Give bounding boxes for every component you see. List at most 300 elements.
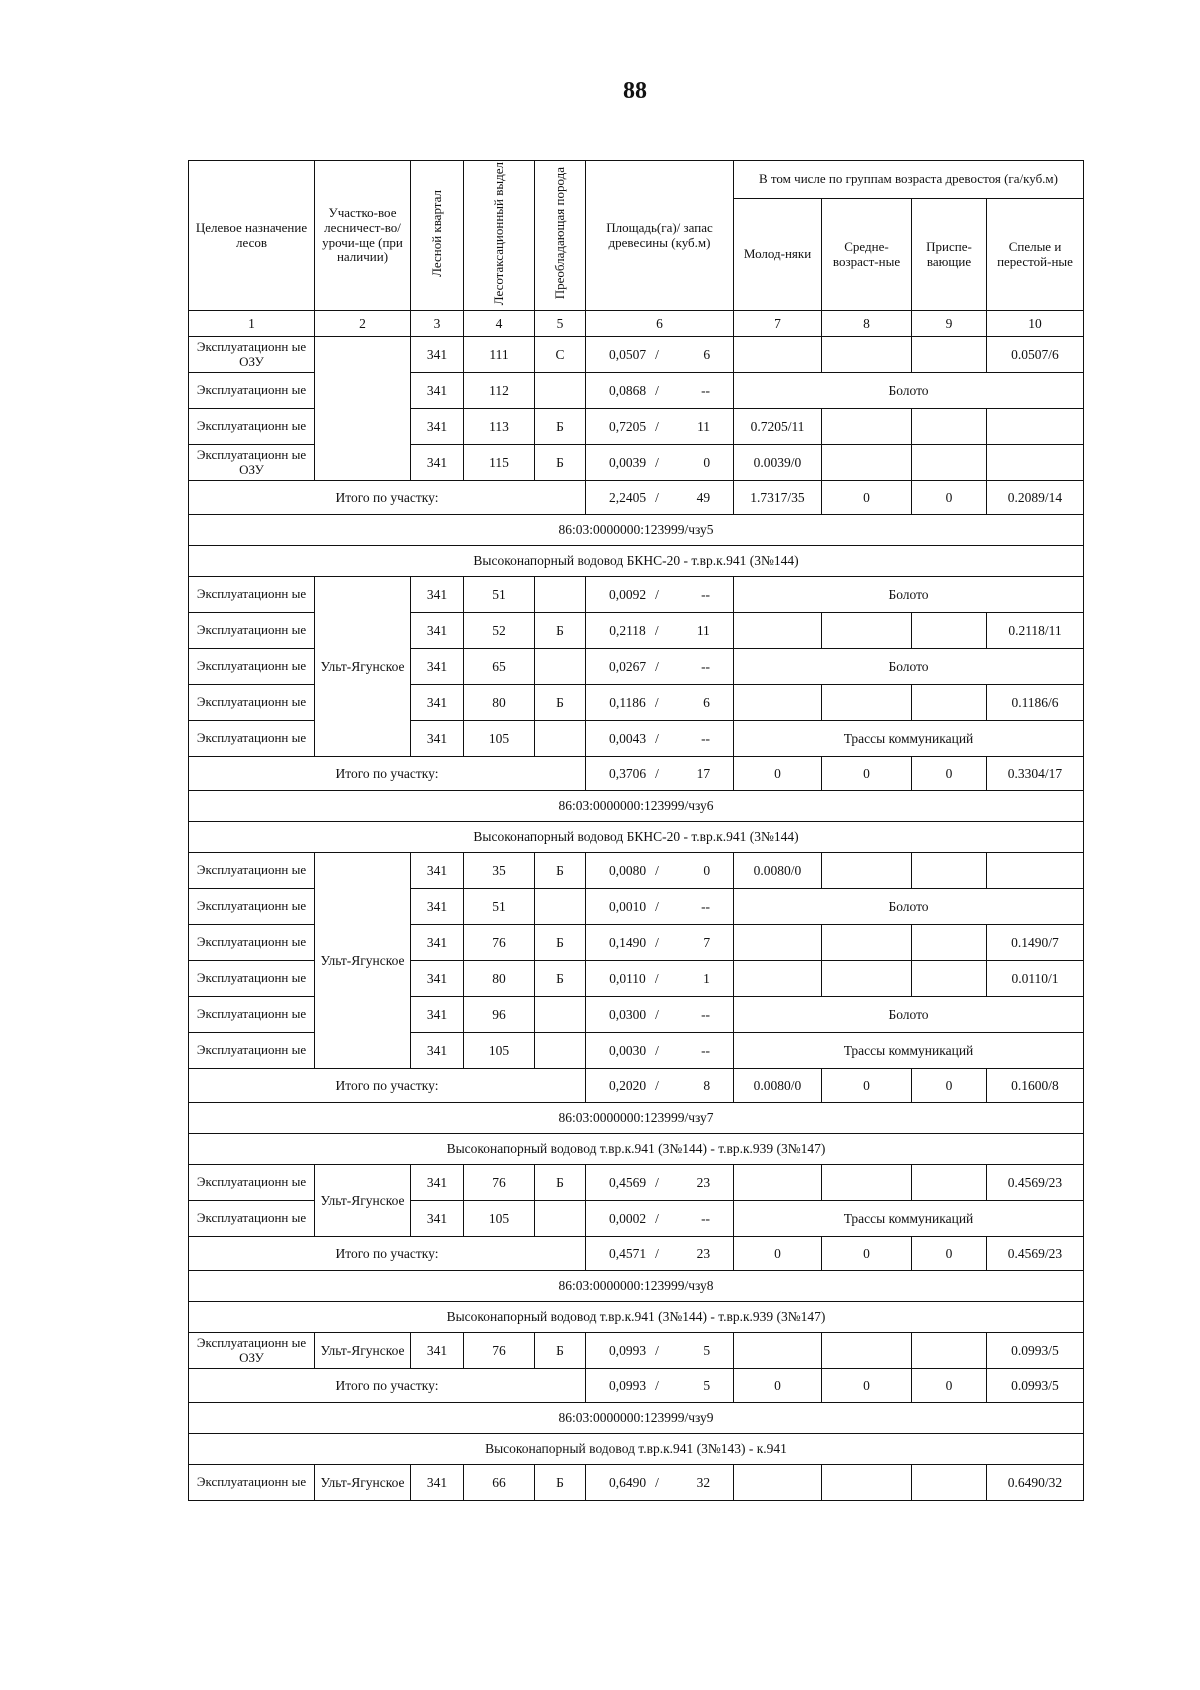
volume-value: 32 xyxy=(696,1474,711,1490)
purpose-cell: Эксплуатационн ые xyxy=(189,649,315,685)
area-separator: / xyxy=(655,1245,659,1261)
total-young: 1.7317/35 xyxy=(734,481,822,515)
allotment-cell: 96 xyxy=(464,997,535,1033)
total-area-cell xyxy=(586,481,734,515)
maturing-cell xyxy=(912,961,987,997)
quarter-cell: 341 xyxy=(411,1033,464,1069)
col-number: 5 xyxy=(535,311,586,337)
total-mature: 0.4569/23 xyxy=(987,1237,1084,1271)
header-allotment xyxy=(464,161,535,311)
area-cell xyxy=(586,373,734,409)
volume-value: 0 xyxy=(703,862,711,878)
area-cell xyxy=(586,445,734,481)
total-area-cell xyxy=(586,757,734,791)
purpose-cell: Эксплуатационн ые xyxy=(189,889,315,925)
quarter-cell: 341 xyxy=(411,337,464,373)
volume-value: -- xyxy=(701,658,711,674)
volume-value: -- xyxy=(701,730,711,746)
header-area: Площадь(га)/ запас древесины (куб.м) xyxy=(586,161,734,311)
species-cell xyxy=(535,373,586,409)
total-young: 0 xyxy=(734,1237,822,1271)
cadastral-number: 86:03:0000000:123999/чзу9 xyxy=(189,1403,1084,1434)
volume-value: -- xyxy=(701,1042,711,1058)
allotment-cell: 111 xyxy=(464,337,535,373)
table-row xyxy=(189,577,1084,613)
middle-cell xyxy=(822,961,912,997)
mature-cell: 0.0993/5 xyxy=(987,1333,1084,1369)
area-separator: / xyxy=(655,898,659,914)
young-cell xyxy=(734,1333,822,1369)
area-cell xyxy=(586,649,734,685)
area-separator: / xyxy=(655,346,659,362)
header-quarter xyxy=(411,161,464,311)
header-allotment-label: Лесотаксационный выдел xyxy=(490,161,506,306)
quarter-cell: 341 xyxy=(411,1333,464,1369)
maturing-cell xyxy=(912,853,987,889)
col-number: 8 xyxy=(822,311,912,337)
area-value: 0,4569 xyxy=(608,1174,647,1190)
area-separator: / xyxy=(655,658,659,674)
area-separator: / xyxy=(655,1006,659,1022)
purpose-cell: Эксплуатационн ые xyxy=(189,685,315,721)
cadastral-number: 86:03:0000000:123999/чзу8 xyxy=(189,1271,1084,1302)
land-category-note: Болото xyxy=(734,577,1084,613)
volume-value: 23 xyxy=(696,1174,711,1190)
area-cell xyxy=(586,721,734,757)
quarter-cell: 341 xyxy=(411,853,464,889)
purpose-cell: Эксплуатационн ые xyxy=(189,1165,315,1201)
maturing-cell xyxy=(912,1465,987,1501)
quarter-cell: 341 xyxy=(411,721,464,757)
allotment-cell: 66 xyxy=(464,1465,535,1501)
purpose-cell: Эксплуатационн ые xyxy=(189,925,315,961)
area-separator: / xyxy=(655,765,659,781)
header-maturing: Приспе-вающие xyxy=(912,199,987,311)
total-row xyxy=(189,1237,1084,1271)
volume-value: -- xyxy=(701,586,711,602)
cadastral-row xyxy=(189,1103,1084,1134)
header-middle: Средне-возраст-ные xyxy=(822,199,912,311)
young-cell: 0.0039/0 xyxy=(734,445,822,481)
young-cell: 0.0080/0 xyxy=(734,853,822,889)
quarter-cell: 341 xyxy=(411,925,464,961)
mature-cell: 0.4569/23 xyxy=(987,1165,1084,1201)
area-cell xyxy=(586,613,734,649)
volume-value: -- xyxy=(701,898,711,914)
area-cell xyxy=(586,409,734,445)
object-row xyxy=(189,822,1084,853)
area-separator: / xyxy=(655,1077,659,1093)
area-value: 0,0010 xyxy=(608,898,647,914)
object-row xyxy=(189,1434,1084,1465)
purpose-cell: Эксплуатационн ые xyxy=(189,853,315,889)
volume-value: 11 xyxy=(697,418,711,434)
allotment-cell: 35 xyxy=(464,853,535,889)
cadastral-row xyxy=(189,1271,1084,1302)
allotment-cell: 80 xyxy=(464,685,535,721)
young-cell: 0.7205/11 xyxy=(734,409,822,445)
area-cell xyxy=(586,1465,734,1501)
mature-cell: 0.0507/6 xyxy=(987,337,1084,373)
purpose-cell: Эксплуатационн ые xyxy=(189,1201,315,1237)
area-cell xyxy=(586,1165,734,1201)
area-value: 0,2118 xyxy=(609,622,646,638)
object-name: Высоконапорный водовод т.вр.к.941 (3№143) - к.941 xyxy=(189,1434,1084,1465)
total-row xyxy=(189,757,1084,791)
area-separator: / xyxy=(655,1174,659,1190)
total-area-value: 2,2405 xyxy=(608,489,647,505)
allotment-cell: 76 xyxy=(464,925,535,961)
header-species xyxy=(535,161,586,311)
area-separator: / xyxy=(654,694,659,710)
area-cell xyxy=(586,337,734,373)
forest-allotment-table xyxy=(188,160,1084,1501)
land-category-note: Болото xyxy=(734,649,1084,685)
volume-value: 1 xyxy=(703,970,710,986)
total-young: 0 xyxy=(734,757,822,791)
maturing-cell xyxy=(912,409,987,445)
total-maturing: 0 xyxy=(912,481,987,515)
header-young: Молод-няки xyxy=(734,199,822,311)
area-cell xyxy=(586,1033,734,1069)
volume-value: 5 xyxy=(703,1342,711,1358)
object-name: Высоконапорный водовод БКНС-20 - т.вр.к.941 (3№144) xyxy=(189,822,1084,853)
mature-cell: 0.1186/6 xyxy=(987,685,1084,721)
area-cell xyxy=(586,961,734,997)
object-row xyxy=(189,546,1084,577)
area-cell xyxy=(586,1201,734,1237)
total-mature: 0.1600/8 xyxy=(987,1069,1084,1103)
area-cell xyxy=(586,1333,734,1369)
total-area-value: 0,3706 xyxy=(608,765,647,781)
area-value: 0,0300 xyxy=(608,1006,647,1022)
total-area-value: 0,2020 xyxy=(608,1077,647,1093)
area-value: 0,0110 xyxy=(609,970,646,986)
area-value: 0,0507 xyxy=(608,346,647,362)
species-cell: С xyxy=(535,337,586,373)
area-value: 0,0267 xyxy=(608,658,647,674)
col-number: 7 xyxy=(734,311,822,337)
total-maturing: 0 xyxy=(912,1237,987,1271)
col-number: 3 xyxy=(411,311,464,337)
area-separator: / xyxy=(655,454,659,470)
area-value: 0,0030 xyxy=(608,1042,647,1058)
quarter-cell: 341 xyxy=(411,613,464,649)
total-row xyxy=(189,1369,1084,1403)
total-maturing: 0 xyxy=(912,1069,987,1103)
area-separator: / xyxy=(655,382,659,398)
header-forestry: Участко-вое лесничест-во/урочи-ще (при наличии) xyxy=(315,161,411,311)
cadastral-number: 86:03:0000000:123999/чзу6 xyxy=(189,791,1084,822)
mature-cell xyxy=(987,409,1084,445)
area-value: 0,0002 xyxy=(608,1210,647,1226)
purpose-cell: Эксплуатационн ые xyxy=(189,1033,315,1069)
table-row xyxy=(189,1465,1084,1501)
forestry-cell: Ульт-Ягунское xyxy=(315,1333,411,1369)
total-row xyxy=(189,481,1084,515)
col-number: 10 xyxy=(987,311,1084,337)
middle-cell xyxy=(822,853,912,889)
quarter-cell: 341 xyxy=(411,889,464,925)
area-cell xyxy=(586,889,734,925)
total-label: Итого по участку: xyxy=(189,481,586,515)
col-number: 6 xyxy=(586,311,734,337)
young-cell xyxy=(734,961,822,997)
area-separator: / xyxy=(655,1210,659,1226)
area-value: 0,7205 xyxy=(608,418,647,434)
species-cell xyxy=(535,721,586,757)
species-cell: Б xyxy=(535,613,586,649)
cadastral-row xyxy=(189,791,1084,822)
object-name: Высоконапорный водовод т.вр.к.941 (3№144) - т.вр.к.939 (3№147) xyxy=(189,1302,1084,1333)
total-middle: 0 xyxy=(822,1237,912,1271)
young-cell xyxy=(734,685,822,721)
species-cell: Б xyxy=(535,853,586,889)
total-volume-value: 5 xyxy=(703,1377,711,1393)
area-value: 0,0092 xyxy=(608,586,647,602)
volume-value: -- xyxy=(701,1006,711,1022)
land-category-note: Трассы коммуникаций xyxy=(734,1033,1084,1069)
total-row xyxy=(189,1069,1084,1103)
forestry-cell: Ульт-Ягунское xyxy=(315,853,411,1069)
total-middle: 0 xyxy=(822,1369,912,1403)
species-cell: Б xyxy=(535,961,586,997)
allotment-cell: 105 xyxy=(464,721,535,757)
middle-cell xyxy=(822,409,912,445)
area-value: 0,0993 xyxy=(608,1342,647,1358)
quarter-cell: 341 xyxy=(411,445,464,481)
allotment-cell: 113 xyxy=(464,409,535,445)
area-value: 0,1186 xyxy=(609,694,646,710)
middle-cell xyxy=(822,925,912,961)
quarter-cell: 341 xyxy=(411,1465,464,1501)
quarter-cell: 341 xyxy=(411,409,464,445)
young-cell xyxy=(734,1465,822,1501)
volume-value: 6 xyxy=(703,346,711,362)
total-mature: 0.0993/5 xyxy=(987,1369,1084,1403)
species-cell: Б xyxy=(535,445,586,481)
purpose-cell: Эксплуатационн ые xyxy=(189,373,315,409)
table-body xyxy=(189,337,1084,1501)
volume-value: 0 xyxy=(703,454,711,470)
mature-cell: 0.2118/11 xyxy=(987,613,1084,649)
total-label: Итого по участку: xyxy=(189,1237,586,1271)
total-middle: 0 xyxy=(822,757,912,791)
area-separator: / xyxy=(655,418,659,434)
quarter-cell: 341 xyxy=(411,1165,464,1201)
area-value: 0,1490 xyxy=(608,934,647,950)
allotment-cell: 105 xyxy=(464,1201,535,1237)
area-separator: / xyxy=(655,1042,659,1058)
total-label: Итого по участку: xyxy=(189,1369,586,1403)
purpose-cell: Эксплуатационн ые xyxy=(189,577,315,613)
area-value: 0,0080 xyxy=(608,862,647,878)
middle-cell xyxy=(822,1333,912,1369)
allotment-cell: 112 xyxy=(464,373,535,409)
species-cell xyxy=(535,577,586,613)
purpose-cell: Эксплуатационн ые xyxy=(189,997,315,1033)
volume-value: 7 xyxy=(703,934,711,950)
total-young: 0.0080/0 xyxy=(734,1069,822,1103)
land-category-note: Болото xyxy=(734,997,1084,1033)
total-label: Итого по участку: xyxy=(189,757,586,791)
land-category-note: Болото xyxy=(734,889,1084,925)
maturing-cell xyxy=(912,1333,987,1369)
species-cell xyxy=(535,1033,586,1069)
purpose-cell: Эксплуатационн ые xyxy=(189,721,315,757)
mature-cell: 0.6490/32 xyxy=(987,1465,1084,1501)
cadastral-row xyxy=(189,515,1084,546)
maturing-cell xyxy=(912,337,987,373)
volume-value: -- xyxy=(701,382,711,398)
purpose-cell: Эксплуатационн ые ОЗУ xyxy=(189,1333,315,1369)
mature-cell: 0.0110/1 xyxy=(987,961,1084,997)
total-maturing: 0 xyxy=(912,1369,987,1403)
col-number: 4 xyxy=(464,311,535,337)
cadastral-row xyxy=(189,1403,1084,1434)
total-area-cell xyxy=(586,1369,734,1403)
species-cell xyxy=(535,649,586,685)
area-separator: / xyxy=(655,862,659,878)
middle-cell xyxy=(822,613,912,649)
area-separator: / xyxy=(655,934,659,950)
object-row xyxy=(189,1302,1084,1333)
area-value: 0,0039 xyxy=(608,454,647,470)
quarter-cell: 341 xyxy=(411,997,464,1033)
quarter-cell: 341 xyxy=(411,1201,464,1237)
allotment-cell: 51 xyxy=(464,577,535,613)
total-volume-value: 17 xyxy=(696,765,711,781)
total-middle: 0 xyxy=(822,481,912,515)
total-label: Итого по участку: xyxy=(189,1069,586,1103)
allotment-cell: 80 xyxy=(464,961,535,997)
table-row xyxy=(189,337,1084,373)
purpose-cell: Эксплуатационн ые xyxy=(189,613,315,649)
total-area-cell xyxy=(586,1237,734,1271)
header-mature: Спелые и перестой-ные xyxy=(987,199,1084,311)
total-maturing: 0 xyxy=(912,757,987,791)
mature-cell xyxy=(987,853,1084,889)
maturing-cell xyxy=(912,613,987,649)
allotment-cell: 52 xyxy=(464,613,535,649)
col-number: 1 xyxy=(189,311,315,337)
maturing-cell xyxy=(912,925,987,961)
species-cell: Б xyxy=(535,1333,586,1369)
table-row xyxy=(189,1333,1084,1369)
mature-cell xyxy=(987,445,1084,481)
land-category-note: Болото xyxy=(734,373,1084,409)
maturing-cell xyxy=(912,1165,987,1201)
purpose-cell: Эксплуатационн ые ОЗУ xyxy=(189,445,315,481)
allotment-cell: 65 xyxy=(464,649,535,685)
species-cell: Б xyxy=(535,1465,586,1501)
young-cell xyxy=(734,613,822,649)
volume-value: 11 xyxy=(696,622,710,638)
total-area-value: 0,4571 xyxy=(608,1245,647,1261)
header-species-label: Преобладающая порода xyxy=(551,167,567,300)
area-cell xyxy=(586,925,734,961)
allotment-cell: 51 xyxy=(464,889,535,925)
area-separator: / xyxy=(655,1342,659,1358)
object-name: Высоконапорный водовод БКНС-20 - т.вр.к.941 (3№144) xyxy=(189,546,1084,577)
header-quarter-label: Лесной квартал xyxy=(428,190,444,277)
object-name: Высоконапорный водовод т.вр.к.941 (3№144) - т.вр.к.939 (3№147) xyxy=(189,1134,1084,1165)
maturing-cell xyxy=(912,445,987,481)
middle-cell xyxy=(822,337,912,373)
forestry-cell: Ульт-Ягунское xyxy=(315,1165,411,1237)
quarter-cell: 341 xyxy=(411,961,464,997)
area-cell xyxy=(586,685,734,721)
area-separator: / xyxy=(655,586,659,602)
middle-cell xyxy=(822,445,912,481)
purpose-cell: Эксплуатационн ые xyxy=(189,1465,315,1501)
area-value: 0,0043 xyxy=(608,730,647,746)
purpose-cell: Эксплуатационн ые ОЗУ xyxy=(189,337,315,373)
mature-cell: 0.1490/7 xyxy=(987,925,1084,961)
cadastral-number: 86:03:0000000:123999/чзу7 xyxy=(189,1103,1084,1134)
area-cell xyxy=(586,997,734,1033)
species-cell: Б xyxy=(535,409,586,445)
total-area-cell xyxy=(586,1069,734,1103)
middle-cell xyxy=(822,1465,912,1501)
forestry-cell xyxy=(315,337,411,481)
total-volume-value: 8 xyxy=(703,1077,711,1093)
young-cell xyxy=(734,1165,822,1201)
purpose-cell: Эксплуатационн ые xyxy=(189,409,315,445)
middle-cell xyxy=(822,1165,912,1201)
total-volume-value: 23 xyxy=(696,1245,711,1261)
species-cell: Б xyxy=(535,1165,586,1201)
object-row xyxy=(189,1134,1084,1165)
area-separator: / xyxy=(655,1474,659,1490)
allotment-cell: 76 xyxy=(464,1165,535,1201)
area-separator: / xyxy=(654,622,659,638)
total-middle: 0 xyxy=(822,1069,912,1103)
col-number: 2 xyxy=(315,311,411,337)
forestry-cell: Ульт-Ягунское xyxy=(315,577,411,757)
area-value: 0,0868 xyxy=(608,382,647,398)
species-cell: Б xyxy=(535,685,586,721)
species-cell xyxy=(535,889,586,925)
quarter-cell: 341 xyxy=(411,685,464,721)
species-cell xyxy=(535,997,586,1033)
middle-cell xyxy=(822,685,912,721)
table-row xyxy=(189,1165,1084,1201)
forestry-cell: Ульт-Ягунское xyxy=(315,1465,411,1501)
total-mature: 0.2089/14 xyxy=(987,481,1084,515)
purpose-cell: Эксплуатационн ые xyxy=(189,961,315,997)
allotment-cell: 105 xyxy=(464,1033,535,1069)
allotment-cell: 76 xyxy=(464,1333,535,1369)
area-cell xyxy=(586,853,734,889)
area-separator: / xyxy=(655,730,659,746)
allotment-cell: 115 xyxy=(464,445,535,481)
young-cell xyxy=(734,337,822,373)
total-young: 0 xyxy=(734,1369,822,1403)
cadastral-number: 86:03:0000000:123999/чзу5 xyxy=(189,515,1084,546)
species-cell: Б xyxy=(535,925,586,961)
volume-value: 6 xyxy=(703,694,710,710)
col-number: 9 xyxy=(912,311,987,337)
quarter-cell: 341 xyxy=(411,373,464,409)
total-volume-value: 49 xyxy=(696,489,711,505)
maturing-cell xyxy=(912,685,987,721)
total-area-value: 0,0993 xyxy=(608,1377,647,1393)
header-age-groups: В том числе по группам возраста древостоя (га/куб.м) xyxy=(734,161,1084,199)
land-category-note: Трассы коммуникаций xyxy=(734,721,1084,757)
page-number: 88 xyxy=(623,78,647,104)
species-cell xyxy=(535,1201,586,1237)
